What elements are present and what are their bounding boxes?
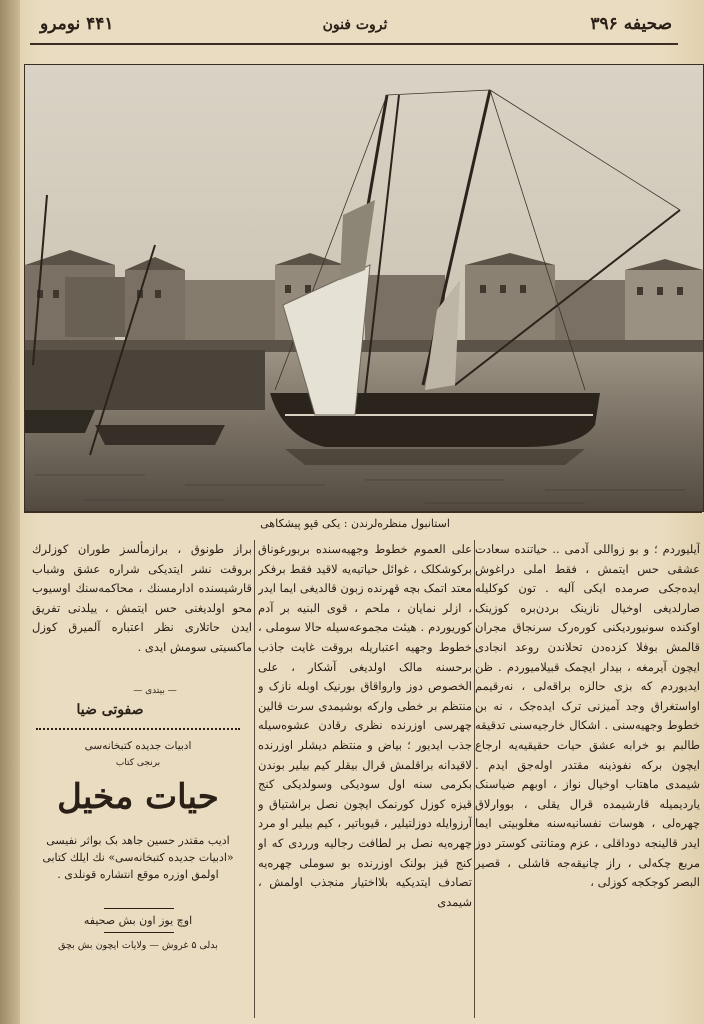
ad-description: ادیب مقتدر حسین جاهد بک بواثر نفیسی «ادبیات جدیده کتبخانه‌سی» نك ایلك کتابی اولمق اوزره موقع انتشاره قونلدی . <box>42 834 234 881</box>
ad-divider-lower <box>104 932 174 933</box>
article-text-middle: علی العموم خطوط وجهیه‌سنده بربورغوناق برکوشکلک ، غوائل حیاتیه‌یه لاقید فقط برفکر معتد اتمک بچه قهرنده زبون قالدیغی ایما ایدر ، ازلر نمایان ، ملحم ، قوی البنیه بر آدم کوریوردم . هیئت مجموعه‌سیله حالا سوملی ، خطوط وجهیه اعتباریله بروقت غایت جاذب برحسنه مالک اولدیغی آشکار ، علی الخصوص دوز وارواقاق بورنیک اوبله نازک و منتظم بر خطی وارکه بوشیمدی سرت قالین چهرسی اوزرنده نظری رقادن عشوه‌سیله جذب ایدیور ؛ بیاض و منتظم دیشلر اوزرنده لاقیدانه براقلمش قرال بیقلر کیم بیلیر بوندن بکرمی سنه اول سودیکی وسولدیکی کنج قیزه کوزل کورنمک ایچون نصل براشتیاق و آرزوایله دوزلتیلیر ، قیوباتیر ، کیم بیلیر او مرد چهره‌یه نصل بر لطافت رجالیه ورردی که او کنج قیز بولنک اوزرنده بو سوملی چهره‌یه تصادف ایتدیکیه بلااختیار منجذب اولمش ، شیمدی <box>258 542 472 909</box>
sailing-boat-harbor-photo <box>24 64 704 512</box>
ad-divider <box>104 908 174 909</box>
article-text-left: براز طونوق ، برازمألسز طوران کوزلرك بروقت نشر ایتدیکی شراره عشق وشباب قارشیسنده ادار‌مسنك ، محاکمه‌سنك اوسیوب محو اولدیغنی حس ایتمش ، ییلدنی تفریق ایدن حاتلاری نظر اعتباره آلمیرق کوزل ماکسیتی سومش ایدی . <box>32 542 252 654</box>
author-signature: صفوتی ضیا <box>76 702 144 718</box>
article-text-right: آیلیوردم ؛ و بو زواللی آدمی .. حیاتنده سعادت عشقی حس ایتمش ، فقط املی دراغوش ایده‌جکی صرمده ایکی آلیه . تون کوکلیله صارلدیغی اوخیال نازینک بردن‌بره کوزینک اوکنده سونیوردیکنی کوره‌رک سرنجاق مجران قالمش بوفلا کزده‌دن تحلاندن روعد انجادی ایچون آیرمغه ، بیدار ایچمک قبیلامیوردم . ظن ایدیوردم که بزی حالزه براقه‌لی ، نه‌رقیمم اواستغراق وجد آمیزنی ترک ایده‌جک ، نه بن خطوط وجهیه‌سنی . اشکال خارجیه‌سنی تدقیقه طالبم بو خرابه عشق حیات حقیقیه‌یه ارجاع ایچون برکه نفوذینه مقتدر اوله‌جق ایدم . شیمدی ماهتاب اوخیال نواز ، اوبهم ضیاسنک یاردیمیله قارشیمده قرال یقلی ، بووارلاق چهره‌لی ، هوسات نفسانیه‌سنه مغلوبیتی ایما ایدر قالینجه دوداقلی ، عزم ومتانتی کوستر دوز مربع چکه‌لی ، راز چانیقه‌جه قاشلی ، قصیر البصر کوجکجه کوزلی ، <box>475 542 700 890</box>
ad-price: بدلی ۵ غروش — ولایات ایچون بش بچق <box>58 940 218 951</box>
ad-series-name: ادبیات جدیده کتبخانه‌سی <box>84 740 192 752</box>
page-number-label: صحیفه ۳۹۶ <box>590 14 672 34</box>
article-column-right <box>475 540 700 1018</box>
ad-page-count: اوچ یوز اون بش صحیفه <box>83 914 193 927</box>
ad-book-order: برنجی کتاب <box>115 758 161 768</box>
issue-number-label: ۴۴۱ نومرو <box>40 14 114 34</box>
page-gutter <box>0 0 20 1024</box>
page-header <box>30 8 680 44</box>
end-mark: — بیتدی — <box>133 686 177 696</box>
photo-caption: استانبول منظره‌لرندن : یکی قپو پیشکاهی <box>260 517 450 530</box>
ad-book-title: حیات مخیل <box>57 777 219 817</box>
ad-top-divider <box>36 728 240 730</box>
book-advertisement <box>32 728 244 972</box>
journal-title: ثروت فنون <box>322 17 388 33</box>
column-divider-left <box>254 540 255 1018</box>
photo-bottom-rule <box>24 512 702 513</box>
header-rule <box>30 43 678 45</box>
article-column-middle <box>258 540 472 1018</box>
